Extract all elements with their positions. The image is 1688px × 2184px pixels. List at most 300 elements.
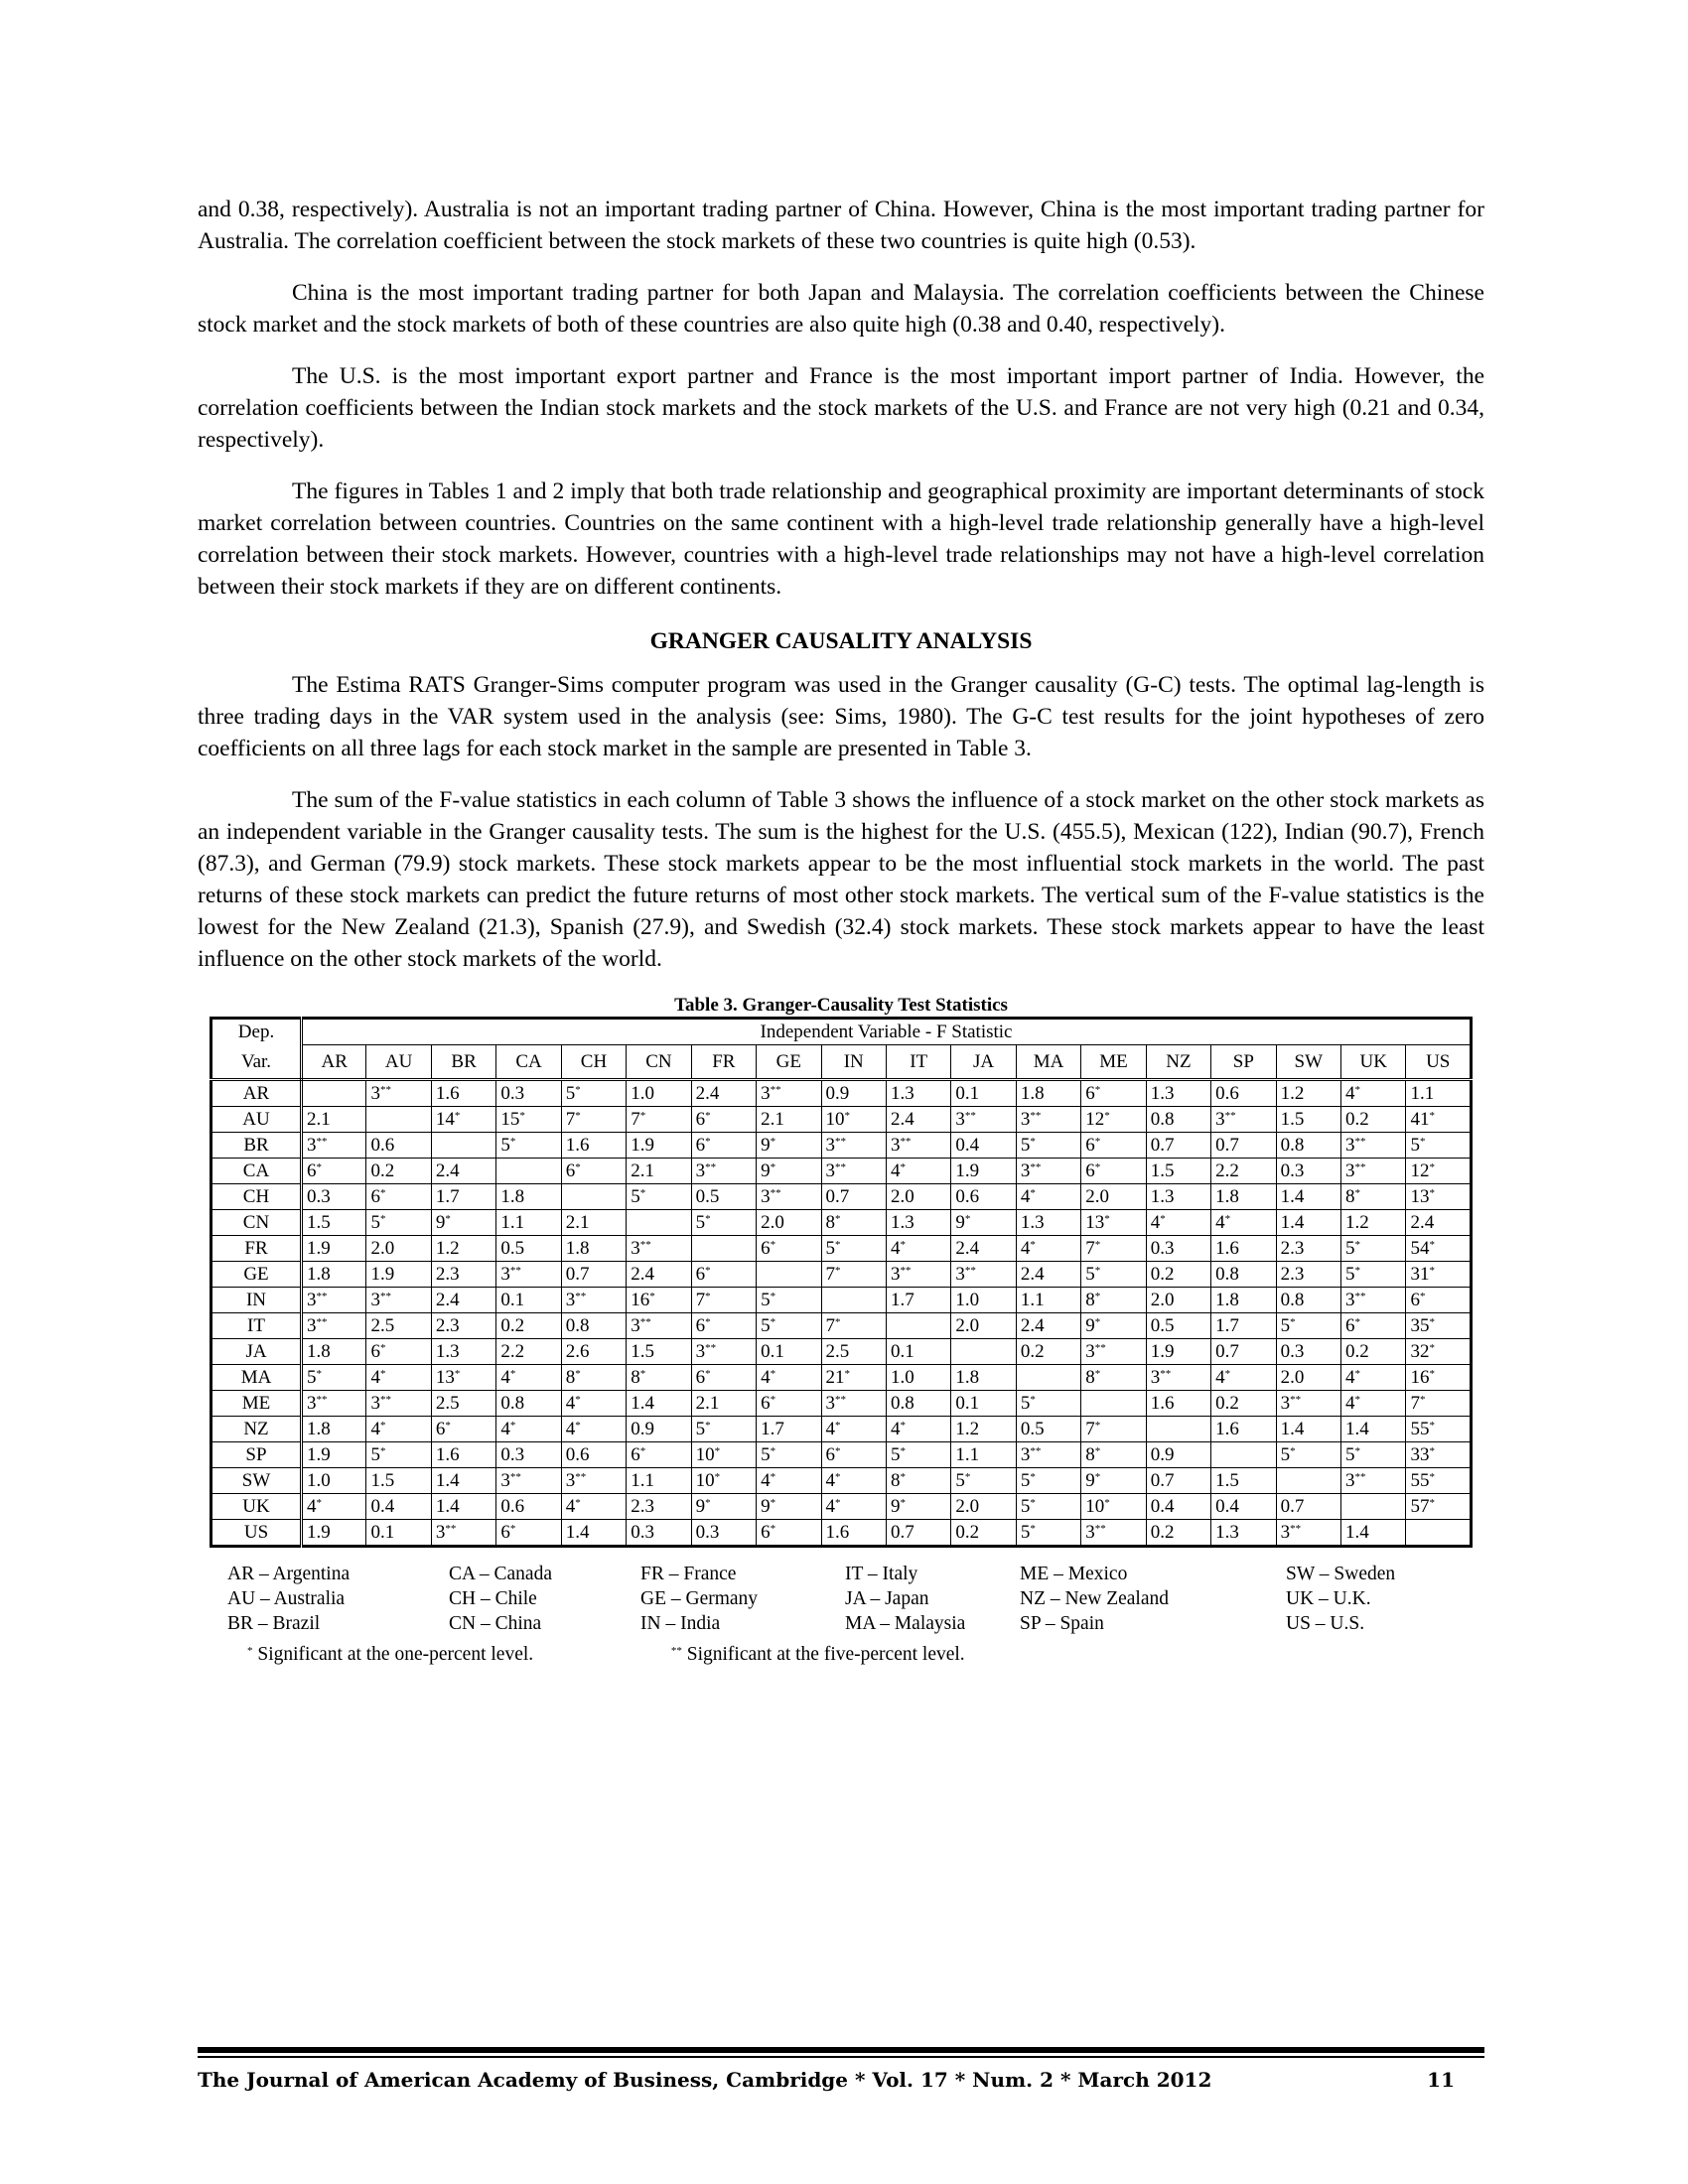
legend-item: IT – Italy	[845, 1564, 918, 1584]
table-row	[211, 1080, 1472, 1107]
table-row	[211, 1184, 1472, 1210]
table-cell: 3**	[1276, 1391, 1340, 1417]
table-cell: 1.0	[627, 1080, 691, 1107]
table-cell: 5*	[1016, 1391, 1080, 1417]
table-cell: 6*	[757, 1236, 821, 1262]
row-label: FR	[211, 1236, 302, 1262]
table-cell: 5*	[302, 1365, 366, 1391]
table-cell: 2.5	[821, 1339, 886, 1365]
table-cell: 2.0	[1276, 1365, 1340, 1391]
table-cell: 2.4	[627, 1262, 691, 1288]
table-cell: 0.5	[1146, 1313, 1210, 1339]
column-header-it: IT	[886, 1045, 950, 1080]
table-cell	[1211, 1442, 1276, 1468]
table-cell: 6*	[1081, 1133, 1146, 1159]
indep-var-header: Independent Variable - F Statistic	[302, 1019, 1472, 1045]
table-cell: 9*	[757, 1133, 821, 1159]
double-asterisk-mark: **	[670, 1645, 682, 1657]
table-cell: 3**	[951, 1107, 1016, 1133]
table-cell: 14*	[431, 1107, 495, 1133]
table-cell: 6*	[561, 1159, 626, 1184]
table-cell: 3**	[627, 1313, 691, 1339]
row-label: IT	[211, 1313, 302, 1339]
table-cell: 0.4	[366, 1494, 431, 1520]
legend-item: CH – Chile	[449, 1588, 537, 1609]
table-cell: 0.8	[1276, 1288, 1340, 1313]
table-cell: 0.4	[1211, 1494, 1276, 1520]
legend-item: BR – Brazil	[227, 1613, 321, 1634]
table-cell: 2.1	[302, 1107, 366, 1133]
table-cell: 2.4	[886, 1107, 950, 1133]
table-cell: 9*	[431, 1210, 495, 1236]
note-five-text: Significant at the five-percent level.	[686, 1644, 965, 1665]
paragraph-2: China is the most important trading partner for both Japan and Malaysia. The correlation coefficients between the Chinese stock market and the stock markets of both of these countries are also quite high (0.38 and 0.40, respectively).	[198, 280, 1484, 338]
table-cell: 0.2	[1146, 1520, 1210, 1547]
table-cell: 3**	[302, 1313, 366, 1339]
table-cell: 2.3	[431, 1313, 495, 1339]
table-cell: 2.0	[951, 1494, 1016, 1520]
table-cell: 5*	[1081, 1262, 1146, 1288]
table-row	[211, 1520, 1472, 1547]
table-cell: 5*	[1276, 1442, 1340, 1468]
column-header-ja: JA	[951, 1045, 1016, 1080]
table-cell: 6*	[1081, 1080, 1146, 1107]
table-cell: 9*	[691, 1494, 756, 1520]
table-cell: 3**	[561, 1468, 626, 1494]
table-cell: 1.9	[302, 1236, 366, 1262]
table-cell: 1.9	[302, 1520, 366, 1547]
table-cell: 0.5	[496, 1236, 561, 1262]
table-cell: 4*	[561, 1391, 626, 1417]
table-cell: 2.4	[1406, 1210, 1472, 1236]
table-cell: 1.3	[431, 1339, 495, 1365]
table-cell: 13*	[1406, 1184, 1472, 1210]
page-body	[198, 194, 1484, 1667]
legend-item: AR – Argentina	[227, 1564, 351, 1584]
table-cell: 1.6	[431, 1442, 495, 1468]
table-cell: 3**	[951, 1262, 1016, 1288]
table-cell: 1.4	[561, 1520, 626, 1547]
table-cell: 21*	[821, 1365, 886, 1391]
dep-var-header-top: Dep.	[211, 1019, 302, 1045]
table-cell: 1.8	[302, 1417, 366, 1442]
table-cell	[431, 1133, 495, 1159]
column-header-uk: UK	[1341, 1045, 1406, 1080]
table-cell: 1.2	[431, 1236, 495, 1262]
table-cell: 1.4	[431, 1494, 495, 1520]
legend-row	[227, 1586, 1484, 1611]
row-label: SW	[211, 1468, 302, 1494]
table-cell: 0.7	[1276, 1494, 1340, 1520]
table-cell: 1.3	[1146, 1184, 1210, 1210]
table-cell: 1.6	[1146, 1391, 1210, 1417]
table-cell: 1.3	[1211, 1520, 1276, 1547]
table-cell: 5*	[1341, 1442, 1406, 1468]
table-cell: 8*	[1341, 1184, 1406, 1210]
note-one-percent	[247, 1642, 666, 1667]
table-cell: 1.8	[302, 1339, 366, 1365]
table-cell: 5*	[691, 1210, 756, 1236]
column-header-in: IN	[821, 1045, 886, 1080]
table-cell: 3**	[1341, 1159, 1406, 1184]
row-label: CH	[211, 1184, 302, 1210]
table-cell: 0.8	[1211, 1262, 1276, 1288]
table-cell: 55*	[1406, 1468, 1472, 1494]
table-cell: 1.7	[886, 1288, 950, 1313]
table-cell: 1.8	[1211, 1184, 1276, 1210]
table-cell: 2.4	[1016, 1262, 1080, 1288]
table-cell: 7*	[821, 1262, 886, 1288]
table-row	[211, 1313, 1472, 1339]
row-label: GE	[211, 1262, 302, 1288]
table-cell: 1.5	[627, 1339, 691, 1365]
table-cell: 6*	[1406, 1288, 1472, 1313]
table-cell: 1.9	[627, 1133, 691, 1159]
table-cell: 5*	[691, 1417, 756, 1442]
table-cell: 4*	[1211, 1210, 1276, 1236]
table-cell: 0.1	[951, 1080, 1016, 1107]
table-cell: 2.1	[627, 1159, 691, 1184]
table-cell: 10*	[1081, 1494, 1146, 1520]
table-cell: 2.1	[561, 1210, 626, 1236]
table-cell: 0.7	[561, 1262, 626, 1288]
column-header-ge: GE	[757, 1045, 821, 1080]
column-header-sp: SP	[1211, 1045, 1276, 1080]
table-cell: 1.8	[1016, 1080, 1080, 1107]
table-cell: 16*	[1406, 1365, 1472, 1391]
table-cell: 1.7	[431, 1184, 495, 1210]
table-cell: 0.8	[1146, 1107, 1210, 1133]
abbreviation-legend	[227, 1562, 1484, 1636]
legend-item: US – U.S.	[1286, 1613, 1365, 1634]
column-header-br: BR	[431, 1045, 495, 1080]
table-cell: 0.6	[496, 1494, 561, 1520]
table-cell: 1.2	[951, 1417, 1016, 1442]
table-cell: 4*	[1341, 1391, 1406, 1417]
table-cell: 0.2	[1341, 1339, 1406, 1365]
table-cell: 5*	[951, 1468, 1016, 1494]
table-cell: 2.6	[561, 1339, 626, 1365]
table-cell: 3**	[1341, 1468, 1406, 1494]
table-cell: 5*	[1341, 1262, 1406, 1288]
table-cell: 6*	[1081, 1159, 1146, 1184]
table-cell: 7*	[1081, 1236, 1146, 1262]
table-cell: 1.1	[627, 1468, 691, 1494]
table-cell: 7*	[1081, 1417, 1146, 1442]
table-cell: 1.5	[302, 1210, 366, 1236]
page-footer	[198, 2068, 1484, 2092]
table-cell: 0.5	[1016, 1417, 1080, 1442]
legend-item: ME – Mexico	[1020, 1564, 1128, 1584]
table-cell: 6*	[757, 1520, 821, 1547]
table-cell: 4*	[366, 1365, 431, 1391]
paragraph-4: The figures in Tables 1 and 2 imply that both trade relationship and geographical proximity are important determinants of stock market correlation between countries. Countries on the same continent with a high-level trade relationship generally have a high-level correlation between their stock markets. However, countries with a high-level trade relationships may not have a high-level correlation between their stock markets if they are on different continents.	[198, 478, 1484, 600]
table-cell: 8*	[821, 1210, 886, 1236]
table-cell: 3**	[496, 1468, 561, 1494]
table-cell: 2.4	[951, 1236, 1016, 1262]
table-cell: 0.9	[627, 1417, 691, 1442]
column-header-nz: NZ	[1146, 1045, 1210, 1080]
table-cell: 1.8	[561, 1236, 626, 1262]
table-cell: 6*	[691, 1313, 756, 1339]
table-cell: 15*	[496, 1107, 561, 1133]
table-cell: 0.3	[496, 1442, 561, 1468]
table-cell: 13*	[1081, 1210, 1146, 1236]
table-cell: 2.2	[496, 1339, 561, 1365]
table-cell: 4*	[886, 1159, 950, 1184]
table-cell: 35*	[1406, 1313, 1472, 1339]
table-cell: 0.1	[366, 1520, 431, 1547]
legend-item: MA – Malaysia	[845, 1613, 966, 1634]
row-label: NZ	[211, 1417, 302, 1442]
row-label: IN	[211, 1288, 302, 1313]
table-cell: 6*	[691, 1107, 756, 1133]
table-cell: 4*	[1341, 1365, 1406, 1391]
table-cell: 4*	[757, 1468, 821, 1494]
table-cell: 8*	[1081, 1442, 1146, 1468]
section-paragraph-2: The sum of the F-value statistics in each column of Table 3 shows the influence of a stock market on the other stock markets as an independent variable in the Granger causality tests. The sum is the highest for the U.S. (455.5), Mexican (122), Indian (90.7), French (87.3), and German (79.9) stock markets. These stock markets appear to be the most influential stock markets in the world. The past returns of these stock markets can predict the future returns of most other stock markets. The vertical sum of the F-value statistics is the lowest for the New Zealand (21.3), Spanish (27.9), and Swedish (32.4) stock markets. These stock markets appear to have the least influence on the other stock markets of the world.	[198, 787, 1484, 972]
column-header-ch: CH	[561, 1045, 626, 1080]
column-header-us: US	[1406, 1045, 1472, 1080]
table-row	[211, 1210, 1472, 1236]
table-cell: 1.0	[886, 1365, 950, 1391]
table-cell: 0.4	[951, 1133, 1016, 1159]
table-cell: 3**	[691, 1159, 756, 1184]
table-cell: 6*	[691, 1133, 756, 1159]
table-cell: 0.5	[691, 1184, 756, 1210]
table-cell: 13*	[431, 1365, 495, 1391]
table-cell: 1.3	[1146, 1080, 1210, 1107]
table-cell: 7*	[627, 1107, 691, 1133]
table-cell: 4*	[1016, 1184, 1080, 1210]
table-row	[211, 1468, 1472, 1494]
table-cell: 4*	[1146, 1210, 1210, 1236]
legend-item: SW – Sweden	[1286, 1564, 1396, 1584]
table-cell: 5*	[1016, 1133, 1080, 1159]
table-cell: 9*	[1081, 1468, 1146, 1494]
table-cell: 5*	[1016, 1520, 1080, 1547]
table-cell: 3**	[1211, 1107, 1276, 1133]
table-cell: 1.1	[1406, 1080, 1472, 1107]
table-cell: 6*	[691, 1262, 756, 1288]
legend-item: NZ – New Zealand	[1020, 1588, 1169, 1609]
table-cell: 3**	[1341, 1288, 1406, 1313]
table-cell: 0.4	[1146, 1494, 1210, 1520]
table-cell	[821, 1288, 886, 1313]
row-label: SP	[211, 1442, 302, 1468]
legend-item: AU – Australia	[227, 1588, 346, 1609]
table-cell: 2.3	[1276, 1262, 1340, 1288]
table-cell: 2.0	[1146, 1288, 1210, 1313]
table-row	[211, 1365, 1472, 1391]
table-cell: 6*	[691, 1365, 756, 1391]
table-cell: 3**	[1081, 1520, 1146, 1547]
table-cell: 8*	[1081, 1288, 1146, 1313]
table-cell: 1.4	[1276, 1184, 1340, 1210]
legend-row	[227, 1611, 1484, 1636]
column-header-au: AU	[366, 1045, 431, 1080]
table-cell	[1016, 1365, 1080, 1391]
table-cell: 1.6	[1211, 1417, 1276, 1442]
table-cell: 3**	[366, 1288, 431, 1313]
table-cell: 0.8	[561, 1313, 626, 1339]
table-row	[211, 1236, 1472, 1262]
table-cell: 0.1	[757, 1339, 821, 1365]
table-cell: 6*	[302, 1159, 366, 1184]
table-cell: 3**	[496, 1262, 561, 1288]
table-cell: 3**	[302, 1133, 366, 1159]
table-cell: 1.7	[1211, 1313, 1276, 1339]
table-cell: 0.8	[886, 1391, 950, 1417]
table-cell: 0.7	[1211, 1133, 1276, 1159]
paragraph-3: The U.S. is the most important export partner and France is the most important import partner of India. However, the correlation coefficients between the Indian stock markets and the stock markets of the U.S. and France are not very high (0.21 and 0.34, respectively).	[198, 363, 1484, 453]
table-cell: 9*	[951, 1210, 1016, 1236]
table-cell	[691, 1236, 756, 1262]
table-cell: 1.9	[366, 1262, 431, 1288]
dep-var-header-bottom: Var.	[211, 1045, 302, 1080]
table-cell: 41*	[1406, 1107, 1472, 1133]
table-cell: 5*	[366, 1210, 431, 1236]
table-cell: 2.2	[1211, 1159, 1276, 1184]
table-cell: 10*	[691, 1468, 756, 1494]
table-cell: 2.4	[1016, 1313, 1080, 1339]
table-cell: 2.4	[431, 1159, 495, 1184]
table-cell: 1.8	[951, 1365, 1016, 1391]
table-cell: 2.3	[627, 1494, 691, 1520]
table-cell: 1.6	[821, 1520, 886, 1547]
table-cell: 3**	[302, 1288, 366, 1313]
table-cell: 9*	[757, 1159, 821, 1184]
table-cell: 0.2	[366, 1159, 431, 1184]
table-cell: 3**	[561, 1288, 626, 1313]
table-cell: 57*	[1406, 1494, 1472, 1520]
table-cell: 1.1	[1016, 1288, 1080, 1313]
table-cell: 4*	[561, 1417, 626, 1442]
table-cell: 1.4	[1341, 1417, 1406, 1442]
footer-rule-thin	[198, 2056, 1484, 2058]
table-cell: 0.8	[1276, 1133, 1340, 1159]
table-body	[211, 1080, 1472, 1547]
page-number: 11	[1427, 2068, 1455, 2092]
table-cell: 3**	[366, 1080, 431, 1107]
table-cell: 0.6	[951, 1184, 1016, 1210]
legend-item: CA – Canada	[449, 1564, 552, 1584]
table-row	[211, 1417, 1472, 1442]
table-cell: 12*	[1406, 1159, 1472, 1184]
table-cell: 1.3	[886, 1080, 950, 1107]
table-cell: 3**	[691, 1339, 756, 1365]
table-cell: 10*	[821, 1107, 886, 1133]
table-cell: 7*	[821, 1313, 886, 1339]
table-cell: 4*	[886, 1236, 950, 1262]
table-cell: 1.1	[951, 1442, 1016, 1468]
row-label: ME	[211, 1391, 302, 1417]
paragraph-1: and 0.38, respectively). Australia is not an important trading partner of China. However, China is the most important trading partner for Australia. The correlation coefficient between the stock markets of these two countries is quite high (0.53).	[198, 197, 1484, 254]
table-cell: 12*	[1081, 1107, 1146, 1133]
table-cell: 4*	[821, 1494, 886, 1520]
table-row	[211, 1391, 1472, 1417]
table-cell	[627, 1210, 691, 1236]
row-label: US	[211, 1520, 302, 1547]
section-paragraph-1: The Estima RATS Granger-Sims computer program was used in the Granger causality (G-C) tests. The optimal lag-length is three trading days in the VAR system used in the analysis (see: Sims, 1980). The G-C test results for the joint hypotheses of zero coefficients on all three lags for each stock market in the sample are presented in Table 3.	[198, 672, 1484, 761]
row-label: JA	[211, 1339, 302, 1365]
table-cell: 54*	[1406, 1236, 1472, 1262]
table-cell: 4*	[821, 1417, 886, 1442]
row-label: CA	[211, 1159, 302, 1184]
table-cell: 5*	[757, 1313, 821, 1339]
table-cell: 1.6	[1211, 1236, 1276, 1262]
legend-item: FR – France	[640, 1564, 737, 1584]
table-cell: 1.3	[1016, 1210, 1080, 1236]
table-cell: 3**	[627, 1236, 691, 1262]
table-cell: 3**	[1016, 1159, 1080, 1184]
table-cell: 3**	[1341, 1133, 1406, 1159]
table-cell: 3**	[1146, 1365, 1210, 1391]
table-cell: 2.1	[757, 1107, 821, 1133]
table-cell: 3**	[886, 1133, 950, 1159]
table-cell	[561, 1184, 626, 1210]
column-header-ar: AR	[302, 1045, 366, 1080]
row-label: CN	[211, 1210, 302, 1236]
table-cell: 5*	[366, 1442, 431, 1468]
table-cell: 1.2	[1276, 1080, 1340, 1107]
table-cell: 0.3	[496, 1080, 561, 1107]
table-cell	[366, 1107, 431, 1133]
table-cell: 0.7	[1211, 1339, 1276, 1365]
significance-notes	[247, 1642, 1484, 1667]
legend-item: GE – Germany	[640, 1588, 759, 1609]
table-cell: 0.2	[1211, 1391, 1276, 1417]
table-cell: 0.9	[1146, 1442, 1210, 1468]
table-cell: 2.1	[691, 1391, 756, 1417]
table-cell: 9*	[1081, 1313, 1146, 1339]
asterisk-mark: *	[247, 1645, 253, 1657]
column-header-me: ME	[1081, 1045, 1146, 1080]
table-cell: 6*	[496, 1520, 561, 1547]
table-cell: 6*	[627, 1442, 691, 1468]
table-cell: 1.4	[1276, 1417, 1340, 1442]
table-cell	[1341, 1494, 1406, 1520]
table-cell: 5*	[757, 1442, 821, 1468]
table-cell: 2.0	[951, 1313, 1016, 1339]
table-cell	[496, 1159, 561, 1184]
table-cell: 2.5	[366, 1313, 431, 1339]
table-caption: Table 3. Granger-Causality Test Statistics	[674, 995, 1008, 1016]
table-cell: 3**	[757, 1080, 821, 1107]
table-cell: 5*	[886, 1442, 950, 1468]
table-cell: 1.4	[1341, 1520, 1406, 1547]
row-label: UK	[211, 1494, 302, 1520]
table-cell	[1406, 1520, 1472, 1547]
table-cell: 0.7	[886, 1520, 950, 1547]
table-cell: 3**	[366, 1391, 431, 1417]
table-cell: 3**	[1081, 1339, 1146, 1365]
legend-item: IN – India	[640, 1613, 721, 1634]
note-one-text: Significant at the one-percent level.	[257, 1644, 534, 1665]
table-cell: 32*	[1406, 1339, 1472, 1365]
table-cell: 6*	[366, 1339, 431, 1365]
legend-item: UK – U.K.	[1286, 1588, 1371, 1609]
column-header-ca: CA	[496, 1045, 561, 1080]
table-cell: 0.2	[1341, 1107, 1406, 1133]
table-cell: 1.5	[1211, 1468, 1276, 1494]
table-cell: 7*	[561, 1107, 626, 1133]
table-cell: 3**	[821, 1159, 886, 1184]
table-cell: 4*	[1016, 1236, 1080, 1262]
note-five-percent	[671, 1642, 965, 1667]
table-row	[211, 1494, 1472, 1520]
table-cell: 1.6	[431, 1080, 495, 1107]
